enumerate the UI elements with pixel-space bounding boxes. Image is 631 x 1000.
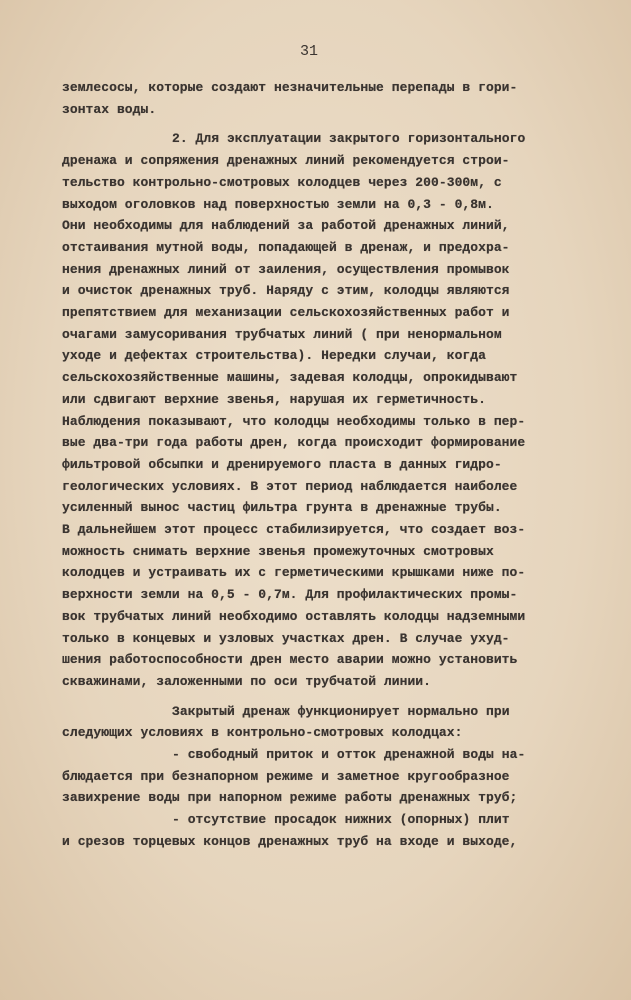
text-line: скважинами, заложенными по оси трубчатой линии.: [62, 673, 432, 689]
text-line: выходом оголовков над поверхностью земли на 0,3 - 0,8м.: [62, 196, 494, 212]
text-line: Закрытый дренаж функционирует нормально при: [172, 703, 510, 719]
text-line: усиленный вынос частиц фильтра грунта в дренажные трубы.: [62, 500, 502, 516]
text-line: В дальнейшем этот процесс стабилизируется, что создает воз-: [62, 522, 526, 537]
text-line: фильтровой обсыпки и дренируемого пласта в данных гидро-: [62, 456, 502, 472]
text-line: вок трубчатых линий необходимо оставлять колодцы надземными: [62, 608, 526, 624]
text-line: Наблюдения показывают, что колодцы необходимы только в пер-: [62, 413, 526, 429]
text-line: колодцев и устраивать их с герметическими крышками ниже по-: [62, 565, 526, 581]
text-line: или сдвигают верхние звенья, нарушая их герметичность.: [62, 391, 486, 407]
text-line: можность снимать верхние звенья промежуточных смотровых: [62, 543, 494, 559]
text-line: землесосы, которые создают незначительные перепады в гори-: [62, 80, 518, 95]
text-line: 2. Для эксплуатации закрытого горизонтального: [172, 131, 526, 147]
text-line: нения дренажных линий от заиления, осуществления промывок: [62, 261, 510, 277]
text-line: шения работоспособности дрен место аварии можно установить: [62, 652, 518, 668]
text-line: уходе и дефектах строительства). Нередки случаи, когда: [62, 348, 486, 364]
text-line: - свободный приток и отток дренажной воды на-: [172, 747, 526, 762]
text-line: и срезов торцевых концов дренажных труб на входе и выходе,: [62, 833, 518, 849]
text-line: только в концевых и узловых участках дрен. В случае ухуд-: [62, 630, 510, 646]
text-line: - отсутствие просадок нижних (опорных) плит: [172, 812, 510, 828]
text-line: очагами замусоривания трубчатых линий ( при ненормальном: [62, 326, 502, 342]
page-number: 31: [300, 43, 319, 60]
text-line: завихрение воды при напорном режиме работы дренажных труб;: [62, 790, 518, 806]
text-line: и очисток дренажных труб. Наряду с этим, колодцы являются: [62, 283, 510, 299]
text-line: геологических условиях. В этот период наблюдается наиболее: [62, 478, 518, 494]
text-line: отстаивания мутной воды, попадающей в дренаж, и предохра-: [62, 239, 510, 255]
text-line: блюдается при безнапорном режиме и заметное кругообразное: [62, 768, 510, 784]
text-line: вые два-три года работы дрен, когда происходит формирование: [62, 435, 526, 451]
text-line: зонтах воды.: [62, 101, 157, 117]
text-line: сельскохозяйственные машины, задевая колодцы, опрокидывают: [62, 370, 518, 386]
text-line: следующих условиях в контрольно-смотровых колодцах:: [62, 725, 463, 741]
text-line: верхности земли на 0,5 - 0,7м. Для профилактических промы-: [62, 587, 518, 603]
text-line: тельство контрольно-смотровых колодцев через 200-300м, с: [62, 174, 502, 190]
text-line: дренажа и сопряжения дренажных линий рекомендуется строи-: [62, 153, 510, 169]
text-line: препятствием для механизации сельскохозяйственных работ и: [62, 305, 510, 320]
text-line: Они необходимы для наблюдений за работой дренажных линий,: [62, 218, 510, 234]
